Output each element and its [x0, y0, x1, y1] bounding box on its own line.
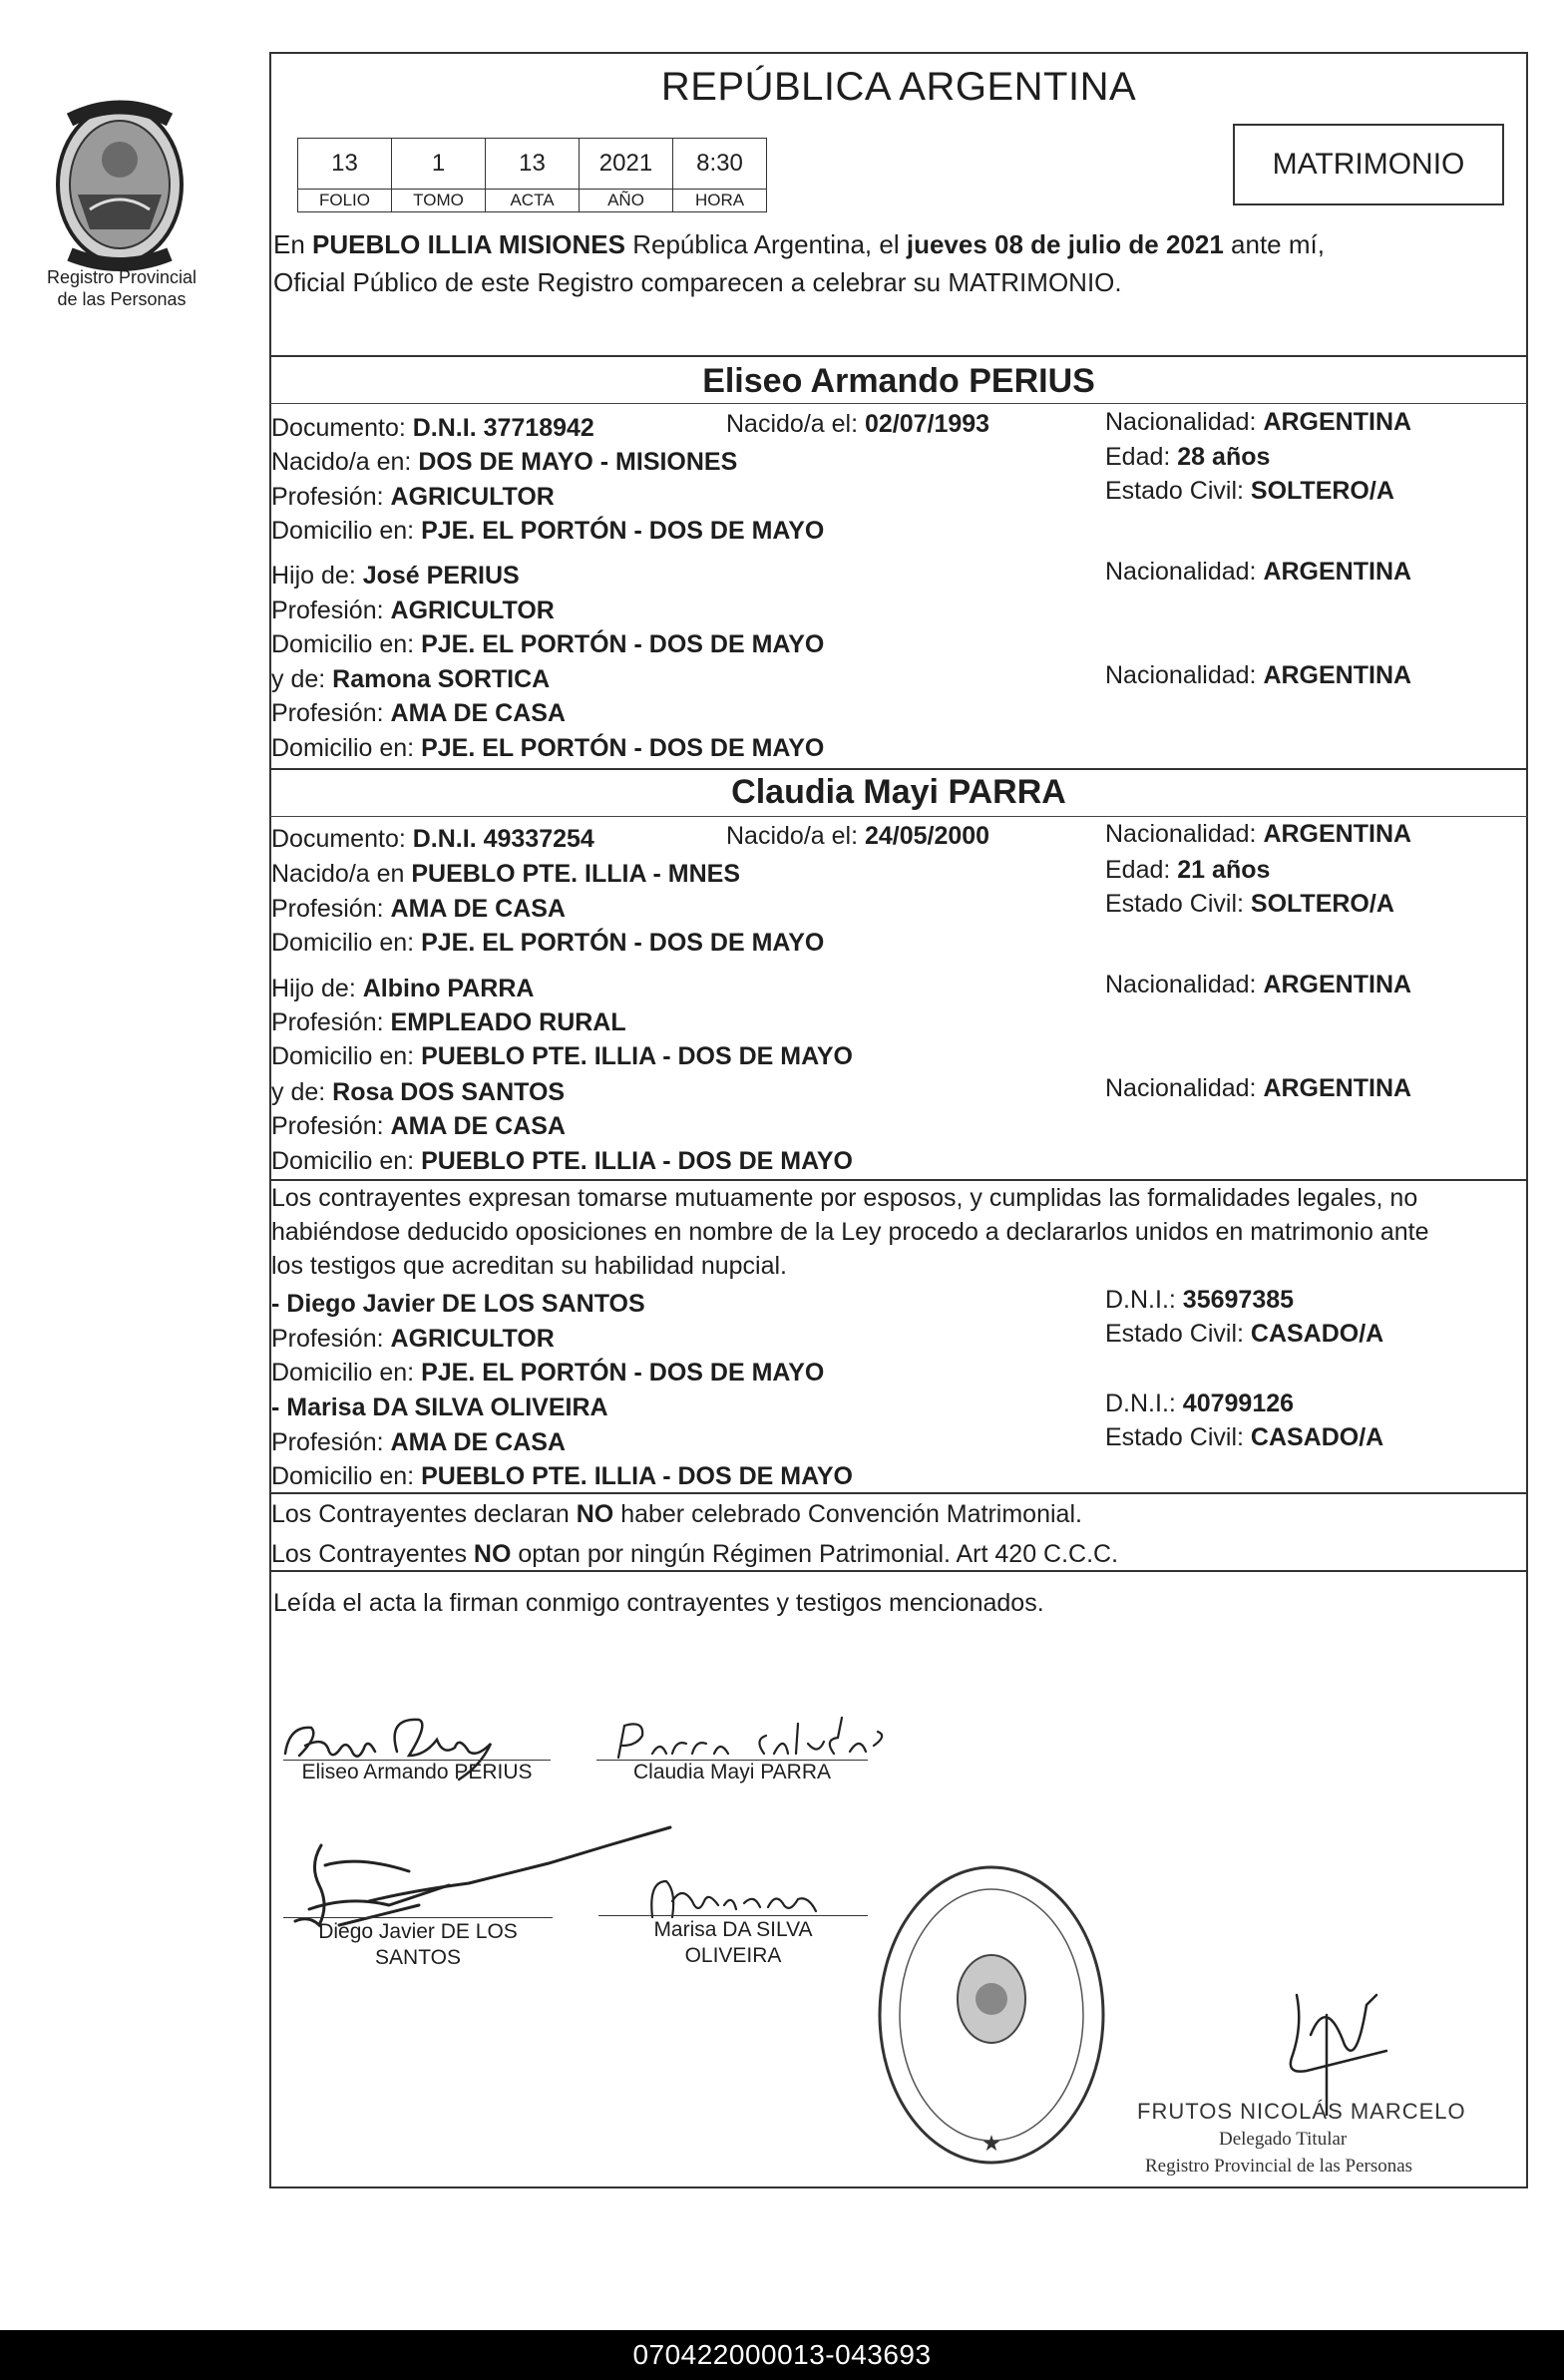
groom-mother: y de: Ramona SORTICA [271, 665, 551, 693]
groom-father: Hijo de: José PERIUS [271, 562, 520, 590]
witness1-signature [295, 1827, 670, 1925]
groom-mother-nationality: Nacionalidad: ARGENTINA [1105, 661, 1412, 689]
folio-label: FOLIO [297, 189, 392, 212]
tomo-label: TOMO [391, 189, 486, 212]
divider [269, 1570, 1528, 1572]
witness1-sign-caption-line1: Diego Javier DE LOS [318, 1920, 518, 1943]
intro-line1: En PUEBLO ILLIA MISIONES República Argentina, el jueves 08 de julio de 2021 ante mí, [273, 229, 1325, 259]
witness1-sign-caption-line2: SANTOS [375, 1946, 461, 1969]
declaration-line3: los testigos que acreditan su habilidad nupcial. [271, 1252, 788, 1280]
svg-text:★: ★ [981, 2132, 1001, 2157]
document-code-bar: 070422000013-043693 [0, 2330, 1564, 2380]
bride-civil-status: Estado Civil: SOLTERO/A [1105, 890, 1394, 918]
groom-profession: Profesión: AGRICULTOR [271, 483, 555, 511]
seal-caption-line1: Registro Provincial [46, 267, 197, 287]
witness2-sign-caption-line1: Marisa DA SILVA [653, 1918, 813, 1941]
witness1-address: Domicilio en: PJE. EL PORTÓN - DOS DE MAYO [271, 1359, 825, 1387]
witness2-sign-line [598, 1915, 868, 1916]
divider [269, 816, 1528, 817]
witness2-signature [651, 1881, 816, 1917]
bride-mother-address: Domicilio en: PUEBLO PTE. ILLIA - DOS DE MAYO [271, 1147, 853, 1175]
groom-address: Domicilio en: PJE. EL PORTÓN - DOS DE MAYO [271, 517, 825, 545]
acta-label: ACTA [485, 189, 580, 212]
divider [269, 1179, 1528, 1181]
anio-label: AÑO [579, 189, 673, 212]
groom-age: Edad: 28 años [1105, 443, 1271, 471]
witness1-name: - Diego Javier DE LOS SANTOS [271, 1290, 645, 1318]
bride-mother: y de: Rosa DOS SANTOS [271, 1078, 566, 1106]
bride-sign-caption: Claudia Mayi PARRA [632, 1761, 831, 1784]
groom-civil-status: Estado Civil: SOLTERO/A [1105, 477, 1394, 505]
anio-value: 2021 [579, 138, 673, 190]
divider [269, 403, 1528, 404]
witness2-profession: Profesión: AMA DE CASA [271, 1428, 566, 1456]
bride-mother-profession: Profesión: AMA DE CASA [271, 1112, 566, 1140]
groom-documento: Documento: D.N.I. 37718942 [271, 414, 594, 442]
intro-line2: Oficial Público de este Registro comparecen a celebrar su MATRIMONIO. [273, 267, 1122, 297]
bride-documento: Documento: D.N.I. 49337254 [271, 825, 594, 853]
witness2-civil-status: Estado Civil: CASADO/A [1105, 1423, 1384, 1451]
witness2-sign-caption-line2: OLIVEIRA [684, 1944, 782, 1967]
bride-father-address: Domicilio en: PUEBLO PTE. ILLIA - DOS DE MAYO [271, 1042, 853, 1070]
groom-father-nationality: Nacionalidad: ARGENTINA [1105, 558, 1412, 586]
groom-mother-address: Domicilio en: PJE. EL PORTÓN - DOS DE MAYO [271, 734, 825, 762]
registry-stamp [868, 1855, 1115, 2175]
tomo-value: 1 [391, 138, 486, 190]
bride-age: Edad: 21 años [1105, 856, 1271, 884]
divider [269, 1492, 1528, 1494]
bride-profession: Profesión: AMA DE CASA [271, 895, 566, 923]
witness2-address: Domicilio en: PUEBLO PTE. ILLIA - DOS DE MAYO [271, 1462, 853, 1490]
officer-title: Delegado Titular [1219, 2129, 1348, 2150]
convention-line2: Los Contrayentes NO optan por ningún Régimen Patrimonial. Art 420 C.C.C. [271, 1540, 1119, 1568]
witness1-dni: D.N.I.: 35697385 [1105, 1286, 1295, 1314]
officer-org: Registro Provincial de las Personas [1145, 2156, 1413, 2177]
witness2-name: - Marisa DA SILVA OLIVEIRA [271, 1393, 608, 1421]
divider [269, 355, 1528, 357]
bride-father-profession: Profesión: EMPLEADO RURAL [271, 1008, 626, 1036]
divider [269, 768, 1528, 770]
bride-nationality: Nacionalidad: ARGENTINA [1105, 820, 1412, 848]
convention-line1: Los Contrayentes declaran NO haber celebrado Convención Matrimonial. [271, 1500, 1082, 1528]
folio-value: 13 [297, 138, 392, 190]
groom-nationality: Nacionalidad: ARGENTINA [1105, 408, 1412, 436]
bride-name: Claudia Mayi PARRA [731, 773, 1066, 811]
intro-place: PUEBLO ILLIA MISIONES [312, 229, 625, 259]
witness1-sign-line [283, 1917, 553, 1918]
bride-birthdate: Nacido/a el: 24/05/2000 [726, 822, 990, 850]
hora-value: 8:30 [672, 138, 767, 190]
groom-birthplace: Nacido/a en: DOS DE MAYO - MISIONES [271, 448, 738, 476]
groom-birthdate: Nacido/a el: 02/07/1993 [726, 410, 990, 438]
seal-caption-line2: de las Personas [57, 289, 187, 309]
officer-name: FRUTOS NICOLÁS MARCELO [1137, 2099, 1466, 2124]
intro-date: jueves 08 de julio de 2021 [906, 229, 1224, 259]
misiones-emblem-icon [30, 90, 209, 279]
witness1-civil-status: Estado Civil: CASADO/A [1105, 1320, 1384, 1348]
bride-mother-nationality: Nacionalidad: ARGENTINA [1105, 1074, 1412, 1102]
hora-label: HORA [672, 189, 767, 212]
acta-value: 13 [485, 138, 580, 190]
bride-father: Hijo de: Albino PARRA [271, 975, 535, 1002]
groom-father-profession: Profesión: AGRICULTOR [271, 596, 555, 624]
groom-mother-profession: Profesión: AMA DE CASA [271, 699, 566, 727]
bride-address: Domicilio en: PJE. EL PORTÓN - DOS DE MAYO [271, 929, 825, 957]
declaration-line2: habiéndose deducido oposiciones en nombre de la Ley procedo a declararlos unidos en matrimonio ante [271, 1218, 1429, 1246]
bride-father-nationality: Nacionalidad: ARGENTINA [1105, 971, 1412, 998]
bride-signature [618, 1718, 882, 1758]
witness1-profession: Profesión: AGRICULTOR [271, 1325, 555, 1353]
bride-birthplace: Nacido/a en PUEBLO PTE. ILLIA - MNES [271, 860, 741, 888]
document-type-box: MATRIMONIO [1233, 124, 1504, 205]
declaration-line1: Los contrayentes expresan tomarse mutuamente por esposos, y cumplidas las formalidades legales, no [271, 1184, 1418, 1212]
witness2-dni: D.N.I.: 40799126 [1105, 1389, 1295, 1417]
page-title: REPÚBLICA ARGENTINA [660, 65, 1137, 109]
groom-name: Eliseo Armando PERIUS [702, 362, 1095, 400]
groom-father-address: Domicilio en: PJE. EL PORTÓN - DOS DE MAYO [271, 630, 825, 658]
closing-statement: Leída el acta la firman conmigo contrayentes y testigos mencionados. [273, 1589, 1044, 1617]
groom-sign-caption: Eliseo Armando PERIUS [301, 1761, 533, 1784]
